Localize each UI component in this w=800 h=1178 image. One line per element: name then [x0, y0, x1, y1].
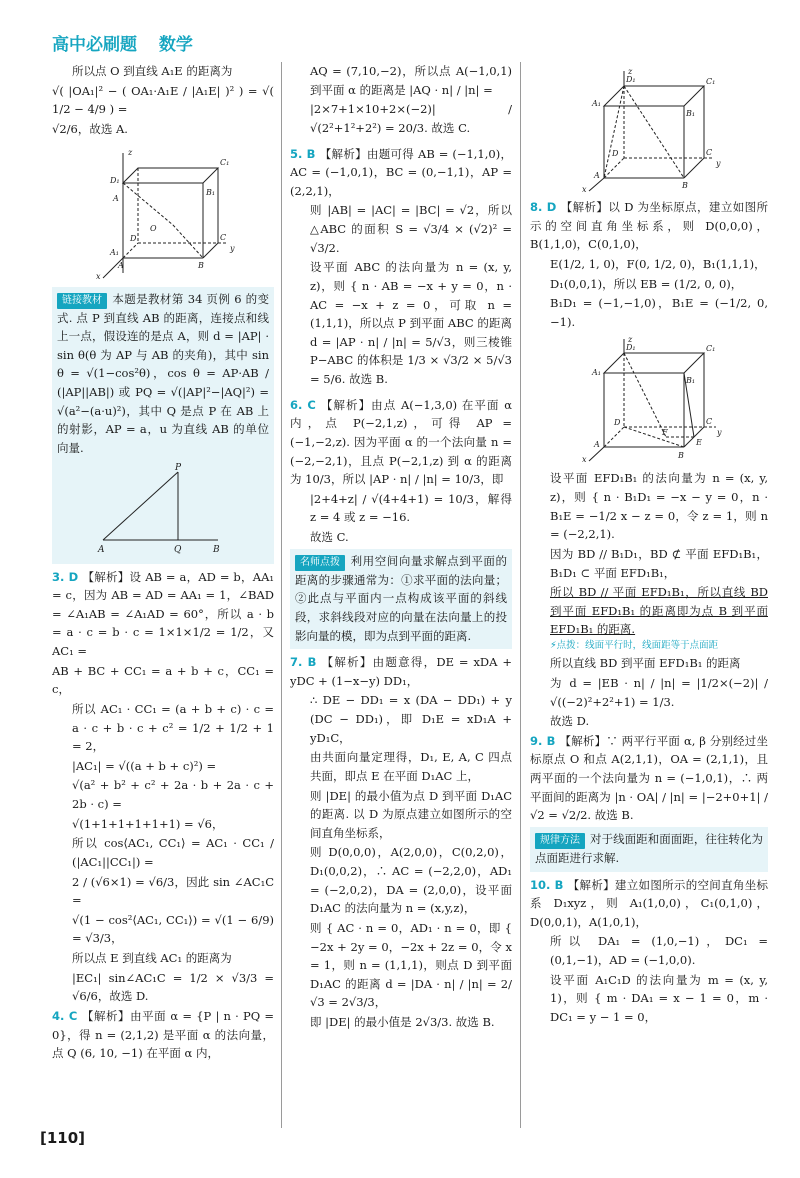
book-title: 高中必刷题	[52, 35, 137, 55]
column-1	[52, 62, 274, 1123]
fig-label: A	[113, 193, 119, 203]
solution-line: 所以点 E 到直线 AC₁ 的距离为	[72, 951, 232, 965]
solution-line: E(1/2, 1, 0)，F(0, 1/2, 0)，B₁(1,1,1)，	[550, 256, 766, 271]
solution-line: 故选 D.	[550, 714, 590, 729]
fig-label: y	[717, 428, 722, 438]
solution-line: 则 |DE| 的最小值为点 D 到平面 D₁AC 的距离. 以 D 为原点建立如图所示的空间直角坐标系，	[310, 788, 512, 840]
solution-line: D₁(0,0,1)，所以 EB = (1/2, 0, 0)，	[550, 276, 743, 291]
method-box	[530, 827, 768, 872]
box-text: 本题是教材第 34 页例 6 的变式. 点 P 到直线 AB 的距离，连接点和线上一点，假设连的是点 A，则 d = |AP| · sin θ(θ 为 AP 与 AB 的夹角)，其中 sin θ = √(1−cos²θ)，cos θ = AP·AB / (|AP||AB|) 或 PQ = √(|AP|²−|AQ|²) = √(a²−(a·u)²)，其中 Q 是点 P 在 AB 上的射影，AP = a，u 为直线 AB 的单位向量.	[57, 291, 269, 455]
solution-text: 【解析】由平面 α = {P | n · PQ = 0}，得 n = (2,1,2) 是平面 α 的法向量，点 Q (6, 10, −1) 在平面 α 内，	[52, 1008, 274, 1061]
solution-line: AQ = (7,10,−2)，所以点 A(−1,0,1) 到平面 α 的距离是 |AQ · n| / |n| =	[310, 64, 512, 97]
question-number: 5. B	[290, 146, 316, 161]
cube-figure-3	[574, 66, 724, 194]
subject-title: 数学	[158, 35, 193, 55]
solution-line: ∴ DE − DD₁ = x (DA − DD₁) + y (DC − DD₁)，即 D₁E = xD₁A + yD₁C，	[310, 693, 512, 745]
solution-line: |AC₁| = √((a + b + c)²) =	[72, 758, 217, 773]
question-number: 9. B	[530, 733, 556, 748]
solution-text: 【解析】由题可得 AB = (−1,1,0)，AC = (−1,0,1)，BC = (0,−1,1)，AP = (2,2,1)，	[290, 146, 512, 198]
solution-line: 则 D(0,0,0)，A(2,0,0)，C(0,2,0)，D₁(0,0,2)，∴ AC = (−2,2,0)，AD₁ = (−2,0,2)，DA = (2,0,0)，设平面 D₁AC 的法向量为 n = (x,y,z)，	[310, 845, 512, 916]
fig-label: E	[696, 438, 702, 448]
box-text: 利用空间向量求解点到平面的距离的步骤通常为：①求平面的法向量；②此点与平面内一点构成该平面的斜线段，求斜线段对应的向量在法向量上的投影向量的模，即为点到平面的距离.	[295, 553, 507, 643]
fig-label: D	[612, 149, 619, 158]
box-text: 对于线面距和面面距，往往转化为点面距进行求解.	[535, 831, 763, 865]
fig-label: D₁	[110, 175, 120, 185]
solution-line: |2×7+1×10+2×(−2)| / √(2²+1²+2²) = 20/3. 故选 C.	[310, 102, 512, 135]
fig-label: z	[628, 335, 633, 345]
text-line: √2/6，故选 A.	[52, 121, 128, 136]
fig-label: B	[678, 451, 684, 461]
question-number: 3. D	[52, 569, 79, 584]
fig-label: y	[716, 159, 721, 168]
fig-label: B	[198, 260, 204, 270]
fig-label: C	[706, 148, 713, 157]
fig-label: A₁	[592, 368, 601, 378]
solution-line: √(1+1+1+1+1+1) = √6，	[72, 816, 224, 831]
fig-label: C₁	[220, 157, 230, 167]
column-3	[530, 62, 768, 1123]
question-number: 4. C	[52, 1008, 78, 1023]
fig-label: A	[594, 440, 600, 450]
fig-label: Q	[174, 544, 182, 555]
question-number: 6. C	[290, 397, 316, 412]
solution-line: 由共面向量定理得，D₁, E, A, C 四点共面，即点 E 在平面 D₁AC 上，	[310, 750, 512, 783]
fig-label: A₁	[592, 99, 601, 108]
fig-label: x	[582, 185, 587, 194]
solution-line: 所以 BD // 平面 EFD₁B₁，所以直线 BD 到平面 EFD₁B₁ 的距离即为点 B 到平面 EFD₁B₁ 的距离.	[550, 585, 768, 637]
solution-text: 【解析】建立如图所示的空间直角坐标系 D₁xyz，则 A₁(1,0,0)，C₁(0,1,0)，D(0,0,1)，A(1,0,1)，	[530, 877, 768, 929]
solution-line: 则 |AB| = |AC| = |BC| = √2，所以 △ABC 的面积 S = √3/4 × (√2)² = √3/2.	[310, 203, 512, 255]
solution-line: 设平面 ABC 的法向量为 n = (x, y, z)，则 { n · AB = −x + y = 0，n · AC = −x + z = 0，可取 n = (1,1,1)，所以点 P 到平面 ABC 的距离 d = |AP · n| / |n| = 5/√3，则三棱锥 P−ABC 的体积是 1/3 × √3/2 × 5/√3 = 5/6. 故选 B.	[310, 260, 512, 386]
cube-figure-4	[574, 335, 724, 465]
question-number: 7. B	[290, 655, 317, 670]
question-number: 10. B	[530, 877, 564, 892]
box-tag: 规律方法	[535, 833, 585, 849]
solution-line: 所以 cos⟨AC₁, CC₁⟩ = AC₁ · CC₁ / (|AC₁||CC₁|) =	[72, 836, 274, 869]
solution-line: 所以 AC₁ · CC₁ = (a + b + c) · c = a · c + b · c + c² = 1/2 + 1/2 + 1 = 2，	[72, 701, 274, 754]
fig-label: B	[213, 544, 220, 555]
fig-label: B₁	[686, 109, 696, 118]
fig-label: x	[96, 271, 101, 281]
solution-line: 为 d = |EB · n| / |n| = |1/2×(−2)| / √((−2)²+2²+1) = 1/3.	[550, 675, 768, 709]
fig-label: A	[98, 544, 105, 555]
fig-label: x	[582, 455, 587, 465]
fig-label: B₁	[686, 376, 696, 386]
fig-label: C₁	[706, 344, 716, 354]
tip-note: ⚡点拨：线面平行时，线面距等于点面距	[550, 640, 719, 651]
solution-text: 【解析】由点 A(−1,3,0) 在平面 α 内，点 P(−2,1,z)，可得 AP = (−1,−2,z). 因为平面 α 的一个法向量 n = (−2,−2,1)，且点 P(−2,1,z) 到 α 的距离为 10/3，所以 |AP · n| / |n| = 10/3，即	[290, 397, 512, 487]
solution-line: 即 |DE| 的最小值是 2√3/3. 故选 B.	[310, 1015, 495, 1029]
fig-label: y	[230, 243, 235, 253]
solution-line: √(1 − cos²⟨AC₁, CC₁⟩) = √(1 − 6/9) = √3/3，	[72, 912, 274, 946]
fig-label: F	[662, 428, 668, 438]
solution-line: |EC₁| sin∠AC₁C = 1/2 × √3/3 = √6/6，故选 D.	[72, 970, 274, 1004]
solution-line: B₁D₁ = (−1,−1,0)，B₁E = (−1/2, 0, −1).	[550, 296, 768, 329]
fig-label: C	[220, 232, 227, 242]
fig-label: A₁	[110, 247, 119, 257]
solution-line: 所以 DA₁ = (1,0,−1)，DC₁ = (0,1,−1)，AD = (−1,0,0).	[550, 934, 768, 968]
box-tag: 名师点拨	[295, 555, 345, 571]
triangle-figure	[88, 462, 238, 557]
solution-text: 【解析】设 AB = a，AD = b，AA₁ = c，因为 AB = AD = AA₁ = 1，∠BAD = ∠A₁AB = ∠A₁AD = 60°，所以 a · b = a · c = b · c = 1×1×1/2 = 1/2，又 AC₁ =	[52, 569, 274, 658]
solution-line: 则 { AC · n = 0，AD₁ · n = 0，即 { −2x + 2y = 0，−2x + 2z = 0，令 x = 1，则 n = (1,1,1)，则点 D 到平面 D₁AC 的距离 d = |DA · n| / |n| = 2/√3 = 2√3/3，	[310, 920, 512, 1010]
solution-text: 【解析】由题意得，DE = xDA + yDC + (1−x−y) DD₁，	[290, 655, 512, 688]
fig-label: D₁	[626, 75, 636, 84]
solution-line: 所以直线 BD 到平面 EFD₁B₁ 的距离	[550, 656, 741, 671]
page-number-value: 110	[46, 1128, 79, 1147]
solution-line: AB + BC + CC₁ = a + b + c，CC₁ = c，	[52, 663, 274, 697]
solution-line: 设平面 EFD₁B₁ 的法向量为 n = (x, y, z)，则 { n · B₁D₁ = −x − y = 0，n · B₁E = −1/2 x − z = 0，令 z = 1，则 n = (−2,2,1).	[550, 471, 768, 542]
fig-label: C₁	[706, 77, 716, 86]
solution-text: 【解析】∵ 两平行平面 α, β 分别经过坐标原点 O 和点 A(2,1,1)，OA = (2,1,1)，且两平面的一个法向量为 n = (−1,0,1)，∴ 两平面间的距离为 |n · OA| / |n| = |−2+0+1| / √2 = √2/2. 故选 B.	[530, 733, 768, 823]
fig-label: D	[614, 418, 621, 428]
fig-label: B	[682, 181, 688, 190]
fig-label: P	[175, 462, 182, 473]
teacher-tip-box	[290, 549, 512, 650]
fig-label: C	[706, 417, 713, 427]
box-tag: 链接教材	[57, 293, 107, 309]
fig-label: z	[628, 67, 633, 76]
column-divider	[520, 62, 521, 1128]
solution-line: 设平面 A₁C₁D 的法向量为 m = (x, y, 1)，则 { m · DA₁ = x − 1 = 0，m · DC₁ = y − 1 = 0，	[550, 972, 768, 1024]
fig-label: A	[594, 171, 600, 180]
question-number: 8. D	[530, 200, 557, 214]
fig-label: D	[130, 233, 137, 243]
fig-label: O	[150, 223, 157, 233]
column-2	[290, 62, 512, 1123]
solution-line: √(a² + b² + c² + 2a · b + 2a · c + 2b · c) =	[72, 778, 274, 811]
column-divider	[281, 62, 282, 1128]
fig-label: B₁	[206, 187, 216, 197]
cube-figure-1	[88, 143, 238, 283]
text-line: 所以点 O 到直线 A₁E 的距离为	[72, 64, 233, 78]
textbook-link-box	[52, 287, 274, 564]
fig-label: D₁	[626, 343, 636, 353]
fig-label: z	[128, 147, 133, 157]
page-header	[52, 32, 209, 60]
solution-line: 2 / (√6×1) = √6/3，因此 sin ∠AC₁C =	[72, 874, 274, 908]
solution-line: 因为 BD // B₁D₁，BD ⊄ 平面 EFD₁B₁，B₁D₁ ⊂ 平面 EFD₁B₁，	[550, 546, 768, 580]
solution-line: 故选 C.	[310, 530, 349, 544]
page-number: [110]	[40, 1128, 86, 1147]
solution-line: |2+4+z| / √(4+4+1) = 10/3，解得 z = 4 或 z = −16.	[310, 491, 512, 525]
fig-label: A	[118, 260, 124, 270]
solution-text: 【解析】以 D 为坐标原点，建立如图所示的空间直角坐标系，则 D(0,0,0)，B(1,1,0)，C(0,1,0)，	[530, 200, 768, 252]
formula-line: √( |OA₁|² − ( OA₁·A₁E / |A₁E| )² ) = √( 1/2 − 4/9 ) =	[52, 83, 274, 117]
